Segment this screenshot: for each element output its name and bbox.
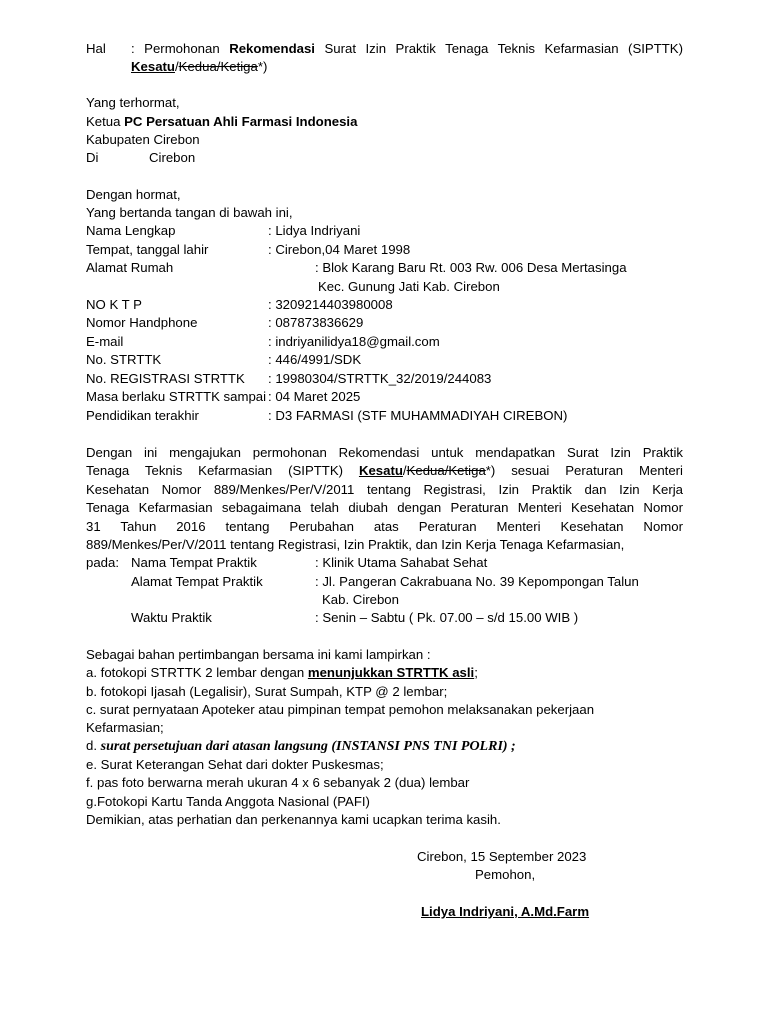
addressee-line1: Ketua PC Persatuan Ahli Farmasi Indonesia	[86, 114, 358, 129]
body-line-1: Dengan ini mengajukan permohonan Rekomendasi untuk mendapatkan Surat Izin Praktik	[86, 445, 683, 460]
field-alamat-value2: Kec. Gunung Jati Kab. Cirebon	[318, 279, 500, 294]
field-masa-value: : 04 Maret 2025	[268, 389, 361, 404]
subject-rest: Surat Izin Praktik Tenaga Teknis Kefarmasian (SIPTTK)	[324, 41, 683, 56]
signature-name: Lidya Indriyani, A.Md.Farm	[421, 904, 590, 919]
subject-options: Kesatu/Kedua/Ketiga*)	[131, 59, 268, 74]
attachment-a: a. fotokopi STRTTK 2 lembar dengan menunjukkan STRTTK asli;	[86, 665, 478, 680]
attachment-c-line2: Kefarmasian;	[86, 720, 164, 735]
field-email-label: E-mail	[86, 334, 124, 349]
field-ktp-label: NO K T P	[86, 297, 142, 312]
body-line-4: Tenaga Kefarmasian sebagaimana telah diubah dengan Peraturan Menteri Kesehatan Nomor	[86, 500, 683, 515]
field-ttl-value: : Cirebon,04 Maret 1998	[268, 242, 411, 257]
field-hp-label: Nomor Handphone	[86, 315, 198, 330]
subject-option-struck: Kedua/Ketiga	[178, 59, 258, 74]
field-pend-value: : D3 FARMASI (STF MUHAMMADIYAH CIREBON)	[268, 408, 568, 423]
field-nama-value: : Lidya Indriyani	[268, 223, 361, 238]
attachment-d: d. surat persetujuan dari atasan langsung (INSTANSI PNS TNI POLRI) ;	[86, 738, 516, 754]
opening-intro: Yang bertanda tangan di bawah ini,	[86, 205, 293, 220]
praktik-waktu-label: Waktu Praktik	[131, 610, 212, 625]
attachment-b: b. fotokopi Ijasah (Legalisir), Surat Sumpah, KTP @ 2 lembar;	[86, 684, 448, 699]
field-alamat-label: Alamat Rumah	[86, 260, 174, 275]
field-email-value: : indriyanilidya18@gmail.com	[268, 334, 440, 349]
field-nama-label: Nama Lengkap	[86, 223, 176, 238]
addressee-city: Cirebon	[149, 150, 196, 165]
praktik-waktu-value: : Senin – Sabtu ( Pk. 07.00 – s/d 15.00 WIB )	[315, 610, 579, 625]
field-pend-label: Pendidikan terakhir	[86, 408, 199, 423]
field-ttl-label: Tempat, tanggal lahir	[86, 242, 209, 257]
field-reg-value: : 19980304/STRTTK_32/2019/244083	[268, 371, 492, 386]
subject-bold: Rekomendasi	[229, 41, 315, 56]
signature-role: Pemohon,	[475, 867, 536, 882]
opening-greeting: Dengan hormat,	[86, 187, 181, 202]
praktik-pada: pada:	[86, 555, 120, 570]
praktik-alamat-value2: Kab. Cirebon	[322, 592, 399, 607]
attachment-f: f. pas foto berwarna merah ukuran 4 x 6 sebanyak 2 (dua) lembar	[86, 775, 470, 790]
field-strttk-value: : 446/4991/SDK	[268, 352, 362, 367]
subject-line	[131, 40, 683, 58]
praktik-tempat-label: Nama Tempat Praktik	[131, 555, 257, 570]
addressee-greeting: Yang terhormat,	[86, 95, 180, 110]
body-option-first: Kesatu	[358, 463, 403, 478]
closing-sentence: Demikian, atas perhatian dan perkenannya kami ucapkan terima kasih.	[86, 812, 501, 827]
body-option-struck: Kedua/Ketiga	[406, 463, 486, 478]
subject-option-first: Kesatu	[131, 59, 175, 74]
attachment-e: e. Surat Keterangan Sehat dari dokter Puskesmas;	[86, 757, 384, 772]
field-ktp-value: : 3209214403980008	[268, 297, 393, 312]
field-strttk-label: No. STRTTK	[86, 352, 162, 367]
addressee-line2: Kabupaten Cirebon	[86, 132, 200, 147]
praktik-tempat-value: : Klinik Utama Sahabat Sehat	[315, 555, 488, 570]
addressee-di-label: Di	[86, 150, 99, 165]
field-hp-value: : 087873836629	[268, 315, 364, 330]
attachment-c-line1: c. surat pernyataan Apoteker atau pimpinan tempat pemohon melaksanakan pekerjaan	[86, 702, 595, 717]
signature-place-date: Cirebon, 15 September 2023	[417, 849, 587, 864]
body-line-5: 31 Tahun 2016 tentang Perubahan atas Peraturan Menteri Kesehatan Nomor	[86, 519, 683, 534]
body-line-3: Kesehatan Nomor 889/Menkes/Per/V/2011 tentang Registrasi, Izin Praktik dan Izin Kerja	[86, 482, 683, 497]
field-masa-label: Masa berlaku STRTTK sampai	[86, 389, 267, 404]
body-line-2: Tenaga Teknis Kefarmasian (SIPTTK) Kesatu/Kedua/Ketiga*) sesuai Peraturan Menteri	[86, 463, 683, 478]
attachment-g: g.Fotokopi Kartu Tanda Anggota Nasional (PAFI)	[86, 794, 370, 809]
praktik-alamat-label: Alamat Tempat Praktik	[131, 574, 263, 589]
subject-colon: : Permohonan	[131, 41, 220, 56]
attachments-intro: Sebagai bahan pertimbangan bersama ini kami lampirkan :	[86, 647, 431, 662]
field-alamat-value1: : Blok Karang Baru Rt. 003 Rw. 006 Desa Mertasinga	[315, 260, 627, 275]
body-line-6: 889/Menkes/Per/V/2011 tentang Registrasi, Izin Praktik, dan Izin Kerja Tenaga Kefarmasian,	[86, 537, 625, 552]
field-reg-label: No. REGISTRASI STRTTK	[86, 371, 245, 386]
praktik-alamat-value1: : Jl. Pangeran Cakrabuana No. 39 Kepompongan Talun	[315, 574, 639, 589]
subject-label: Hal	[86, 41, 106, 56]
